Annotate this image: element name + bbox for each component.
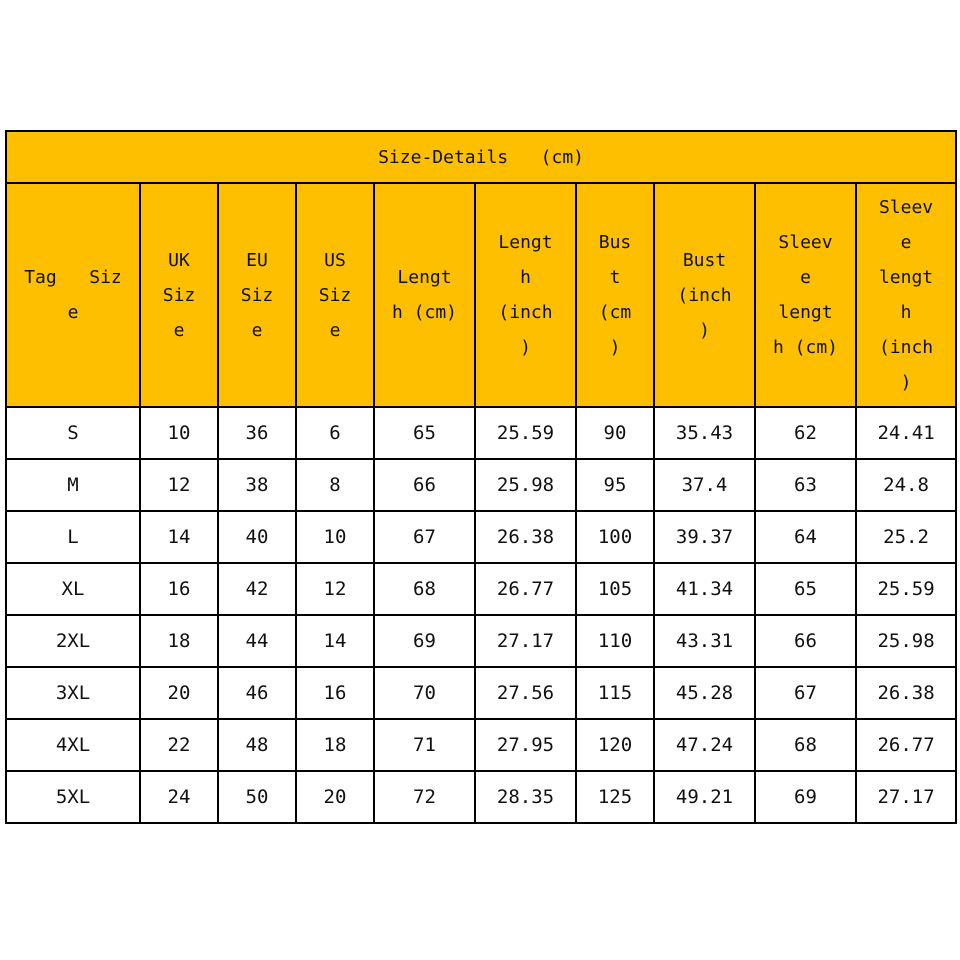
cell-length-cm: 68	[374, 563, 475, 615]
table-title-row	[6, 131, 956, 183]
cell-length-cm: 66	[374, 459, 475, 511]
header-uk-size: UK Siz e	[140, 183, 218, 407]
cell-uk-size: 10	[140, 407, 218, 459]
cell-us-size: 8	[296, 459, 374, 511]
cell-length-inch: 25.98	[475, 459, 576, 511]
cell-bust-inch: 43.31	[654, 615, 755, 667]
header-length-inch: Lengt h (inch )	[475, 183, 576, 407]
cell-bust-inch: 37.4	[654, 459, 755, 511]
cell-bust-inch: 47.24	[654, 719, 755, 771]
cell-sleeve-length-cm: 66	[755, 615, 856, 667]
table-body	[6, 407, 956, 823]
cell-eu-size: 38	[218, 459, 296, 511]
cell-length-cm: 71	[374, 719, 475, 771]
cell-us-size: 18	[296, 719, 374, 771]
cell-length-cm: 69	[374, 615, 475, 667]
cell-sleeve-length-cm: 64	[755, 511, 856, 563]
cell-eu-size: 36	[218, 407, 296, 459]
cell-bust-inch: 39.37	[654, 511, 755, 563]
cell-length-cm: 67	[374, 511, 475, 563]
table-row	[6, 407, 956, 459]
cell-tag-size: XL	[6, 563, 140, 615]
cell-tag-size: M	[6, 459, 140, 511]
header-us-size: US Siz e	[296, 183, 374, 407]
cell-bust-cm: 110	[576, 615, 654, 667]
cell-sleeve-length-inch: 24.8	[856, 459, 956, 511]
cell-length-inch: 25.59	[475, 407, 576, 459]
cell-bust-cm: 100	[576, 511, 654, 563]
header-bust-inch: Bust (inch )	[654, 183, 755, 407]
cell-sleeve-length-cm: 62	[755, 407, 856, 459]
cell-sleeve-length-cm: 65	[755, 563, 856, 615]
table-row	[6, 511, 956, 563]
cell-tag-size: 2XL	[6, 615, 140, 667]
cell-length-cm: 65	[374, 407, 475, 459]
cell-us-size: 6	[296, 407, 374, 459]
cell-length-inch: 26.38	[475, 511, 576, 563]
cell-bust-cm: 120	[576, 719, 654, 771]
table-row	[6, 667, 956, 719]
cell-length-inch: 26.77	[475, 563, 576, 615]
cell-length-cm: 70	[374, 667, 475, 719]
cell-sleeve-length-inch: 26.38	[856, 667, 956, 719]
header-length-cm: Lengt h (cm)	[374, 183, 475, 407]
cell-uk-size: 18	[140, 615, 218, 667]
cell-bust-cm: 125	[576, 771, 654, 823]
cell-us-size: 14	[296, 615, 374, 667]
cell-eu-size: 46	[218, 667, 296, 719]
cell-length-inch: 28.35	[475, 771, 576, 823]
cell-sleeve-length-inch: 27.17	[856, 771, 956, 823]
cell-tag-size: 4XL	[6, 719, 140, 771]
cell-sleeve-length-cm: 69	[755, 771, 856, 823]
size-details-table	[5, 130, 957, 824]
cell-tag-size: L	[6, 511, 140, 563]
cell-uk-size: 16	[140, 563, 218, 615]
cell-us-size: 10	[296, 511, 374, 563]
cell-uk-size: 12	[140, 459, 218, 511]
cell-length-inch: 27.95	[475, 719, 576, 771]
table-row	[6, 615, 956, 667]
cell-sleeve-length-cm: 67	[755, 667, 856, 719]
table-header-row	[6, 183, 956, 407]
table-row	[6, 771, 956, 823]
cell-length-inch: 27.17	[475, 615, 576, 667]
cell-bust-inch: 45.28	[654, 667, 755, 719]
cell-uk-size: 14	[140, 511, 218, 563]
cell-sleeve-length-cm: 68	[755, 719, 856, 771]
header-sleeve-length-cm: Sleev e lengt h (cm)	[755, 183, 856, 407]
cell-bust-inch: 35.43	[654, 407, 755, 459]
cell-tag-size: 3XL	[6, 667, 140, 719]
header-tag-size: Tag Siz e	[6, 183, 140, 407]
cell-uk-size: 20	[140, 667, 218, 719]
cell-bust-cm: 90	[576, 407, 654, 459]
cell-sleeve-length-inch: 25.2	[856, 511, 956, 563]
cell-us-size: 20	[296, 771, 374, 823]
table-row	[6, 563, 956, 615]
cell-bust-inch: 41.34	[654, 563, 755, 615]
table-row	[6, 459, 956, 511]
cell-sleeve-length-inch: 25.98	[856, 615, 956, 667]
header-bust-cm: Bus t (cm )	[576, 183, 654, 407]
table-title: Size-Details (cm)	[6, 131, 956, 183]
cell-eu-size: 48	[218, 719, 296, 771]
cell-bust-cm: 115	[576, 667, 654, 719]
cell-length-inch: 27.56	[475, 667, 576, 719]
cell-us-size: 12	[296, 563, 374, 615]
cell-bust-cm: 105	[576, 563, 654, 615]
header-sleeve-length-inch: Sleev e lengt h (inch )	[856, 183, 956, 407]
cell-sleeve-length-inch: 25.59	[856, 563, 956, 615]
cell-bust-cm: 95	[576, 459, 654, 511]
cell-tag-size: 5XL	[6, 771, 140, 823]
cell-us-size: 16	[296, 667, 374, 719]
header-eu-size: EU Siz e	[218, 183, 296, 407]
cell-eu-size: 42	[218, 563, 296, 615]
cell-tag-size: S	[6, 407, 140, 459]
cell-uk-size: 22	[140, 719, 218, 771]
cell-eu-size: 44	[218, 615, 296, 667]
cell-sleeve-length-inch: 26.77	[856, 719, 956, 771]
cell-bust-inch: 49.21	[654, 771, 755, 823]
cell-eu-size: 40	[218, 511, 296, 563]
cell-uk-size: 24	[140, 771, 218, 823]
cell-length-cm: 72	[374, 771, 475, 823]
cell-sleeve-length-inch: 24.41	[856, 407, 956, 459]
table-row	[6, 719, 956, 771]
cell-eu-size: 50	[218, 771, 296, 823]
cell-sleeve-length-cm: 63	[755, 459, 856, 511]
